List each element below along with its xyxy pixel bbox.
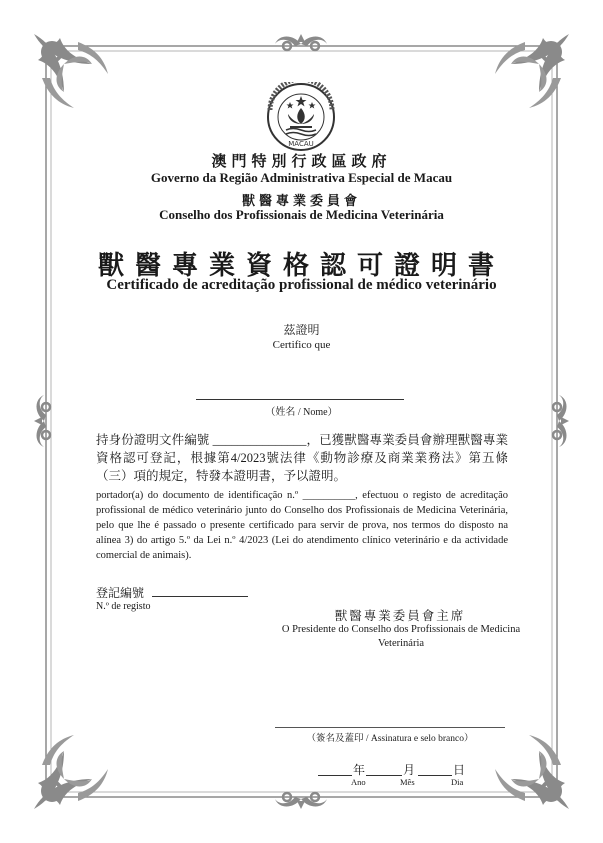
month-label-zh: 月 [403, 763, 416, 777]
registration-label-zh: 登記編號 [96, 586, 145, 600]
year-label-pt: Ano [351, 777, 366, 787]
government-name-zh: 澳門特別行政區政府 [211, 154, 392, 170]
president-title-pt: O Presidente do Conselho dos Profissionais de Medicina Veterinária [281, 624, 521, 649]
body-text-pt: portador(a) do documento de identificação n.º __________, efectuou o registo de acreditação profissional de médico veterinário junto do Conselho dos Profissionais de Medicina Veterinária, pelo que lhe é passado o presente certificado para servir de prova, nos termos do disposto na alínea 3) do artigo 5.º da Lei n.º 4/2023 (Lei do atendimento clínico veterinário e da actividade comercial de animais). [96, 490, 508, 561]
month-label-pt: Mês [400, 777, 415, 787]
name-field-line[interactable] [196, 399, 404, 400]
name-field-label: （姓名 / Nome） [265, 407, 338, 418]
emblem-label: MACAU [288, 140, 314, 148]
day-field-line[interactable] [418, 775, 452, 776]
registration-field-line[interactable] [152, 596, 248, 597]
council-name-zh: 獸醫專業委員會 [241, 193, 361, 208]
year-label-zh: 年 [353, 763, 366, 777]
signature-label: （簽名及蓋印 / Assinatura e selo branco） [306, 734, 474, 744]
certificate-title-zh: 獸醫專業資格認可證明書 [97, 251, 505, 280]
registration-label-pt: N.º de registo [96, 601, 151, 612]
president-title-zh: 獸醫專業委員會主席 [334, 609, 466, 623]
body-text-zh: 持身份證明文件編號 _______________，已獲獸醫專業委員會辦理獸醫專業資格認可登記，根據第4/2023號法律《動物診療及商業業務法》第五條（三）項的規定，特發本證明書，予以證明。 [96, 433, 508, 483]
government-name-pt: Governo da Região Administrativa Especial de Macau [150, 170, 453, 185]
macau-emblem [266, 82, 336, 152]
certificate-title-pt: Certificado de acreditação profissional de médico veterinário [106, 277, 497, 293]
council-name-pt: Conselho dos Profissionais de Medicina Veterinária [159, 207, 444, 222]
certify-text-pt: Certifico que [272, 339, 331, 351]
certify-text-zh: 茲證明 [283, 323, 320, 337]
day-label-zh: 日 [453, 763, 466, 777]
month-field-line[interactable] [366, 775, 402, 776]
signature-line[interactable] [275, 727, 505, 728]
year-field-line[interactable] [318, 775, 352, 776]
day-label-pt: Dia [451, 777, 464, 787]
